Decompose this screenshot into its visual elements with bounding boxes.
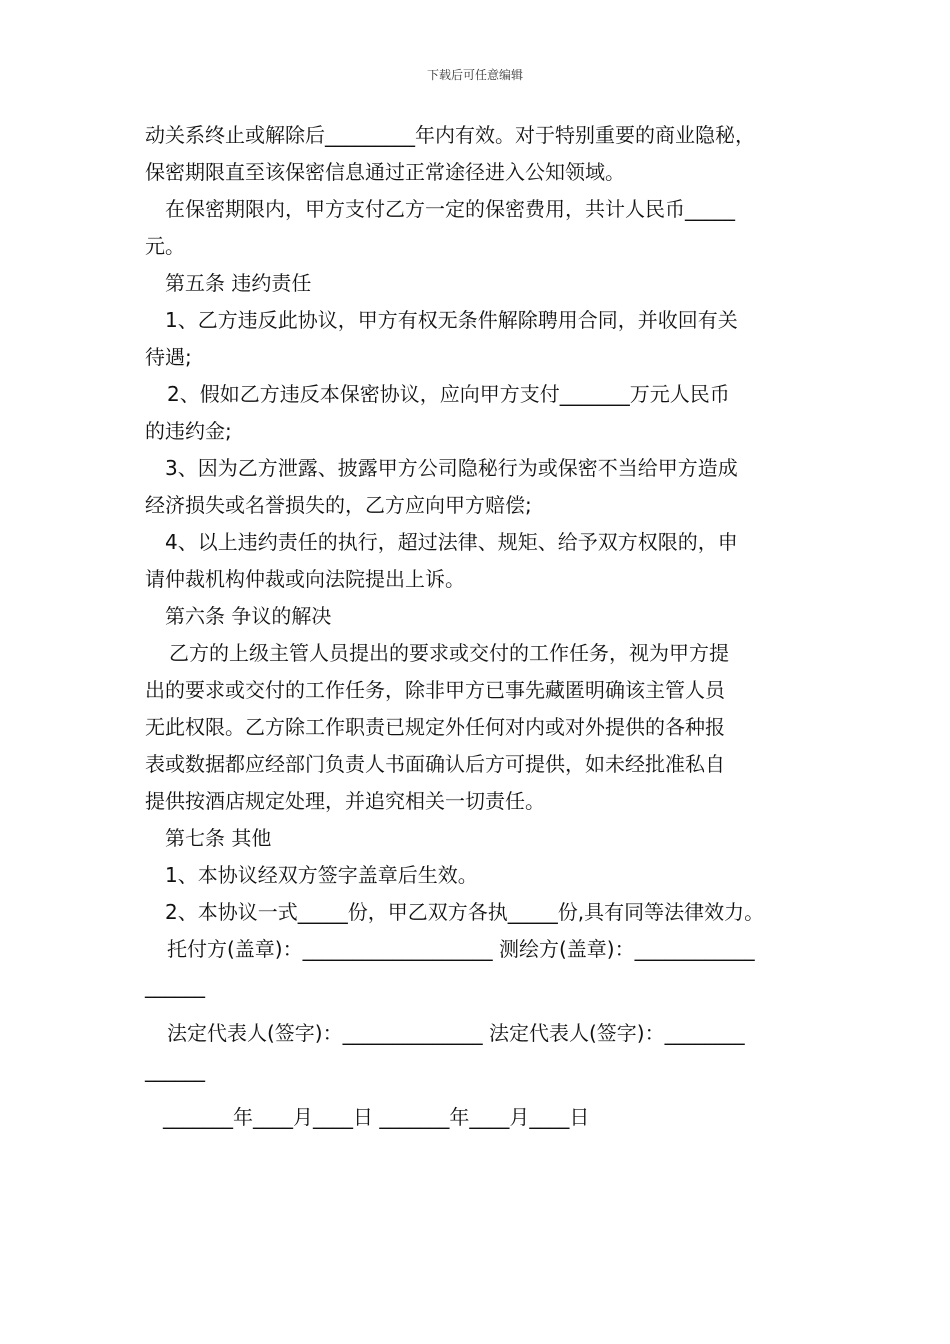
text-line: 3、因为乙方泄露、披露甲方公司隐秘行为或保密不当给甲方造成 <box>165 456 738 480</box>
text-line: 第五条 违约责任 <box>165 271 312 295</box>
text-line: 2、假如乙方违反本保密协议，应向甲方支付_______万元人民币 <box>167 382 730 406</box>
text-line: ______ <box>145 974 205 998</box>
text-line: 第七条 其他 <box>165 826 272 850</box>
page-header: 下载后可任意编辑 <box>426 68 523 82</box>
text-line: 托付方(盖章)：___________________ 测绘方(盖章)：____________ <box>167 937 755 961</box>
text-line: 1、本协议经双方签字盖章后生效。 <box>165 863 478 887</box>
text-line: 4、以上违约责任的执行，超过法律、规矩、给予双方权限的，申 <box>165 530 738 554</box>
text-line: 表或数据都应经部门负责人书面确认后方可提供，如未经批准私自 <box>145 752 725 776</box>
text-line: 出的要求或交付的工作任务，除非甲方已事先藏匿明确该主管人员 <box>145 678 725 702</box>
text-line: 法定代表人(签字)：______________ 法定代表人(签字)：________ <box>167 1021 745 1045</box>
text-line: 的违约金; <box>145 419 232 443</box>
text-line: 提供按酒店规定处理，并追究相关一切责任。 <box>145 789 545 813</box>
text-line: 动关系终止或解除后_________年内有效。对于特别重要的商业隐秘， <box>145 123 755 147</box>
text-line: 1、乙方违反此协议，甲方有权无条件解除聘用合同，并收回有关 <box>165 308 738 332</box>
text-line: 乙方的上级主管人员提出的要求或交付的工作任务，视为甲方提 <box>169 641 729 665</box>
text-line: 无此权限。乙方除工作职责已规定外任何对内或对外提供的各种报 <box>145 715 725 739</box>
text-line: 2、本协议一式_____份，甲乙双方各执_____份,具有同等法律效力。 <box>165 900 765 924</box>
text-line: 待遇; <box>145 345 192 369</box>
text-line: ______ <box>145 1058 205 1082</box>
text-line: 保密期限直至该保密信息通过正常途径进入公知领域。 <box>145 160 625 184</box>
document-body <box>145 117 815 1136</box>
text-line: 第六条 争议的解决 <box>165 604 332 628</box>
text-line: 在保密期限内，甲方支付乙方一定的保密费用，共计人民币_____ <box>165 197 735 221</box>
text-line: 经济损失或名誉损失的，乙方应向甲方赔偿; <box>145 493 532 517</box>
text-line: 请仲裁机构仲裁或向法院提出上诉。 <box>145 567 465 591</box>
text-line: 元。 <box>145 234 185 258</box>
text-line: _______年____月____日 _______年____月____日 <box>163 1105 590 1129</box>
